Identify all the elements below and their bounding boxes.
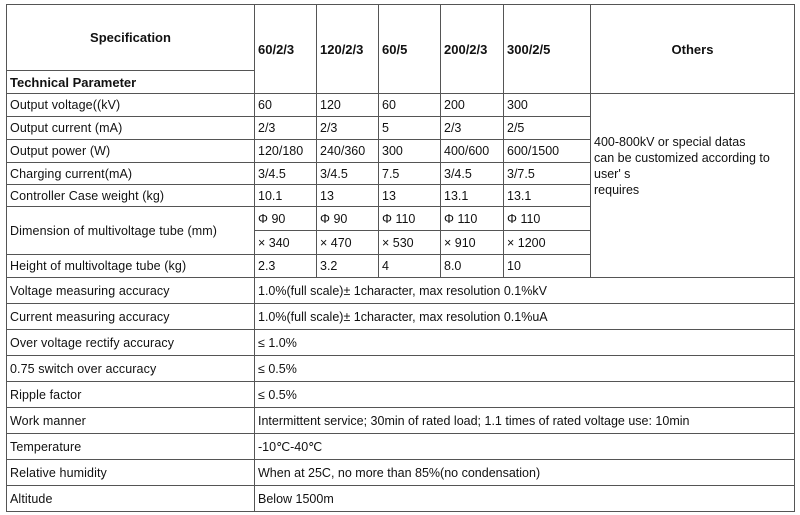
cell-value: Φ 110 <box>379 207 441 231</box>
cell-value: 13 <box>379 185 441 207</box>
cell-value: × 530 <box>379 231 441 255</box>
cell-value: 400/600 <box>441 140 504 163</box>
row-label: 0.75 switch over accuracy <box>7 356 255 382</box>
cell-value: Φ 90 <box>317 207 379 231</box>
row-label: Height of multivoltage tube (kg) <box>7 255 255 278</box>
row-label: Voltage measuring accuracy <box>7 278 255 304</box>
model-header: 60/2/3 <box>255 5 317 94</box>
cell-value: 2.3 <box>255 255 317 278</box>
row-label: Altitude <box>7 486 255 512</box>
cell-value: 3/7.5 <box>504 163 591 185</box>
table-row <box>7 382 795 408</box>
cell-value: Intermittent service; 30min of rated load; 1.1 times of rated voltage use: 10min <box>255 408 795 434</box>
cell-value: 10.1 <box>255 185 317 207</box>
row-label: Relative humidity <box>7 460 255 486</box>
cell-value: When at 25C, no more than 85%(no condensation) <box>255 460 795 486</box>
cell-value: 1.0%(full scale)± 1character, max resolution 0.1%kV <box>255 278 795 304</box>
cell-value: 60 <box>379 94 441 117</box>
table-row <box>7 94 795 117</box>
table-row <box>7 434 795 460</box>
cell-value: 13 <box>317 185 379 207</box>
cell-value: ≤ 0.5% <box>255 356 795 382</box>
cell-value: 2/3 <box>441 117 504 140</box>
row-label: Over voltage rectify accuracy <box>7 330 255 356</box>
cell-value: 10 <box>504 255 591 278</box>
specification-header: Specification <box>7 5 255 71</box>
cell-value: 2/3 <box>255 117 317 140</box>
cell-value: 240/360 <box>317 140 379 163</box>
cell-value: 3/4.5 <box>255 163 317 185</box>
others-note-line: user' s <box>594 166 631 181</box>
cell-value: Φ 110 <box>504 207 591 231</box>
others-note-line: 400-800kV or special datas <box>594 134 746 149</box>
row-label: Output power (W) <box>7 140 255 163</box>
cell-value: 2/5 <box>504 117 591 140</box>
others-header: Others <box>591 5 795 94</box>
cell-value: Φ 90 <box>255 207 317 231</box>
cell-value: 7.5 <box>379 163 441 185</box>
cell-value: 200 <box>441 94 504 117</box>
cell-value: 4 <box>379 255 441 278</box>
table-row <box>7 460 795 486</box>
row-label: Work manner <box>7 408 255 434</box>
cell-value: ≤ 0.5% <box>255 382 795 408</box>
cell-value: 5 <box>379 117 441 140</box>
table-row <box>7 278 795 304</box>
cell-value: 13.1 <box>504 185 591 207</box>
cell-value: 300 <box>379 140 441 163</box>
cell-value: × 470 <box>317 231 379 255</box>
table-row <box>7 356 795 382</box>
others-note-line: requires <box>594 182 640 197</box>
cell-value: 60 <box>255 94 317 117</box>
cell-value: 300 <box>504 94 591 117</box>
cell-value: 600/1500 <box>504 140 591 163</box>
table-row <box>7 408 795 434</box>
cell-value: Φ 110 <box>441 207 504 231</box>
row-label: Output voltage((kV) <box>7 94 255 117</box>
cell-value: Below 1500m <box>255 486 795 512</box>
model-header: 300/2/5 <box>504 5 591 94</box>
model-header: 200/2/3 <box>441 5 504 94</box>
row-label: Ripple factor <box>7 382 255 408</box>
row-label: Temperature <box>7 434 255 460</box>
cell-value: 3/4.5 <box>317 163 379 185</box>
row-label: Current measuring accuracy <box>7 304 255 330</box>
cell-value: × 340 <box>255 231 317 255</box>
table-row <box>7 486 795 512</box>
cell-value: 1.0%(full scale)± 1character, max resolution 0.1%uA <box>255 304 795 330</box>
cell-value: 120 <box>317 94 379 117</box>
table-row <box>7 304 795 330</box>
others-note <box>591 94 795 278</box>
row-label: Charging current(mA) <box>7 163 255 185</box>
cell-value: -10℃-40℃ <box>255 434 795 460</box>
specification-table <box>6 4 795 512</box>
technical-parameter-header: Technical Parameter <box>7 71 255 94</box>
table-row <box>7 330 795 356</box>
cell-value: 13.1 <box>441 185 504 207</box>
cell-value: 3/4.5 <box>441 163 504 185</box>
row-label: Controller Case weight (kg) <box>7 185 255 207</box>
cell-value: 120/180 <box>255 140 317 163</box>
cell-value: × 1200 <box>504 231 591 255</box>
cell-value: × 910 <box>441 231 504 255</box>
cell-value: 3.2 <box>317 255 379 278</box>
cell-value: 2/3 <box>317 117 379 140</box>
others-note-line: can be customized according to <box>594 150 770 165</box>
row-label: Dimension of multivoltage tube (mm) <box>7 207 255 255</box>
cell-value: ≤ 1.0% <box>255 330 795 356</box>
model-header: 60/5 <box>379 5 441 94</box>
model-header: 120/2/3 <box>317 5 379 94</box>
cell-value: 8.0 <box>441 255 504 278</box>
row-label: Output current (mA) <box>7 117 255 140</box>
